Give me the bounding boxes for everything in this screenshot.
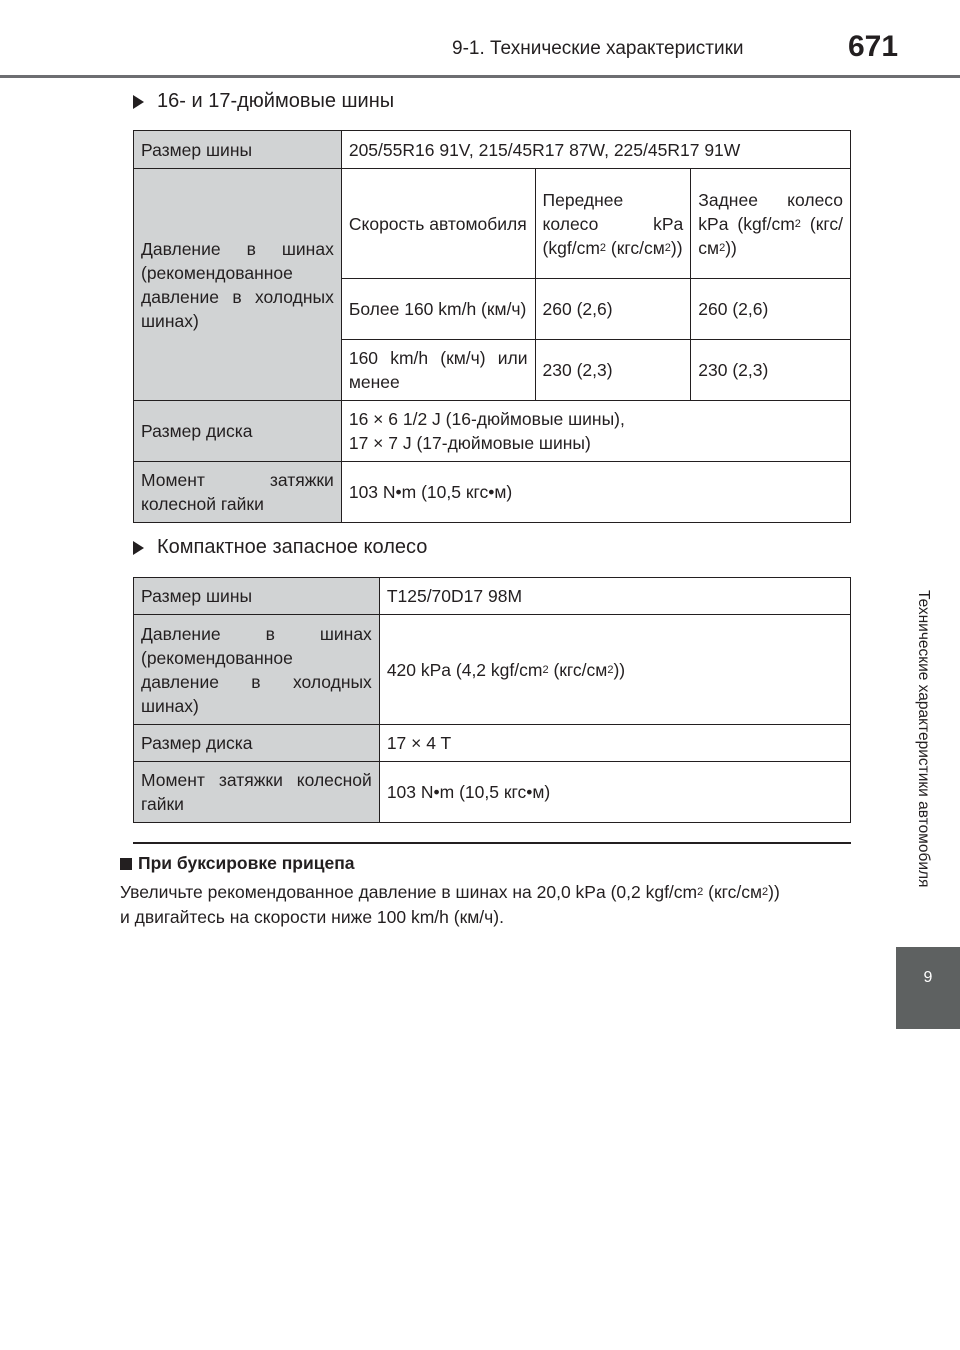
page-number: 671 [848, 30, 899, 63]
tire-size-value: T125/70D17 98M [379, 578, 850, 615]
table-row [134, 401, 851, 462]
arrow-right-icon [133, 541, 144, 555]
rim-size-value: 16 × 6 1/2 J (16-дюймовые шины), 17 × 7 J (17-дюймовые шины) [341, 401, 850, 462]
rim-size-label: Размер диска [134, 401, 342, 462]
front-pressure-value: 230 (2,3) [535, 340, 691, 401]
tire-size-label: Размер шины [134, 131, 342, 169]
section-heading-2-text: Компактное запасное колесо [157, 536, 428, 558]
torque-value: 103 N•m (10,5 кгс•м) [379, 762, 850, 823]
chapter-number: 9 [923, 969, 933, 986]
tire-spec-table [133, 130, 851, 523]
speed-value: Более 160 km/h (км/ч) [341, 279, 535, 340]
rim-size-label: Размер диска [134, 725, 380, 762]
note-divider [133, 842, 851, 844]
chapter-tab [896, 947, 960, 1029]
rear-wheel-header: Заднее колесо kPa ($kgf/cm^2$ $(кгс/см^2)$) [691, 169, 851, 279]
front-pressure-value: 260 (2,6) [535, 279, 691, 340]
pressure-label: Давление в шинах (рекомендованное давление в холодных шинах) [134, 615, 380, 725]
square-bullet-icon [120, 858, 132, 870]
table-row [134, 615, 851, 725]
table-row [134, 578, 851, 615]
pressure-label: Давление в шинах (рекомендованное давление в холодных шинах) [134, 169, 342, 401]
torque-label: Момент затяжки колесной гайки [134, 762, 380, 823]
rear-pressure-value: 260 (2,6) [691, 279, 851, 340]
rear-pressure-value: 230 (2,3) [691, 340, 851, 401]
side-tab-title: Технические характеристики автомобиля [915, 590, 932, 888]
tire-size-value: 205/55R16 91V, 215/45R17 87W, 225/45R17 91W [341, 131, 850, 169]
torque-value: 103 N•m (10,5 кгс•м) [341, 462, 850, 523]
section-heading-1 [133, 90, 394, 113]
table-row [134, 131, 851, 169]
section-heading-2 [133, 536, 427, 559]
header-divider [0, 75, 960, 78]
table-row [134, 725, 851, 762]
note-body: Увеличьте рекомендованное давление в шинах на 20,0 kPa (0,2 kgf/$cm^2$ $(кгс/см^2)$) и двигайтесь на скорости ниже 100 km/h (км/ч). [120, 882, 780, 927]
pressure-value: 420 kPa (4,2 kgf/$cm^2$ $(кгс/см^2)$) [379, 615, 850, 725]
section-title: 9-1. Технические характеристики [452, 38, 744, 59]
section-heading-1-text: 16- и 17-дюймовые шины [157, 90, 395, 112]
note-title [120, 853, 355, 874]
speed-header: Скорость автомобиля [341, 169, 535, 279]
table-row [134, 762, 851, 823]
arrow-right-icon [133, 95, 144, 109]
front-wheel-header: Переднее колесо kPa ($kgf/cm^2$ $(кгс/см^2)$) [535, 169, 691, 279]
note-title-text: При буксировке прицепа [138, 853, 355, 873]
tire-size-label: Размер шины [134, 578, 380, 615]
speed-value: 160 km/h (км/ч) или менее [341, 340, 535, 401]
spare-tire-table [133, 577, 851, 823]
rim-size-value: 17 × 4 T [379, 725, 850, 762]
table-row [134, 462, 851, 523]
torque-label: Момент затяжки колесной гайки [134, 462, 342, 523]
table-row [134, 169, 851, 279]
